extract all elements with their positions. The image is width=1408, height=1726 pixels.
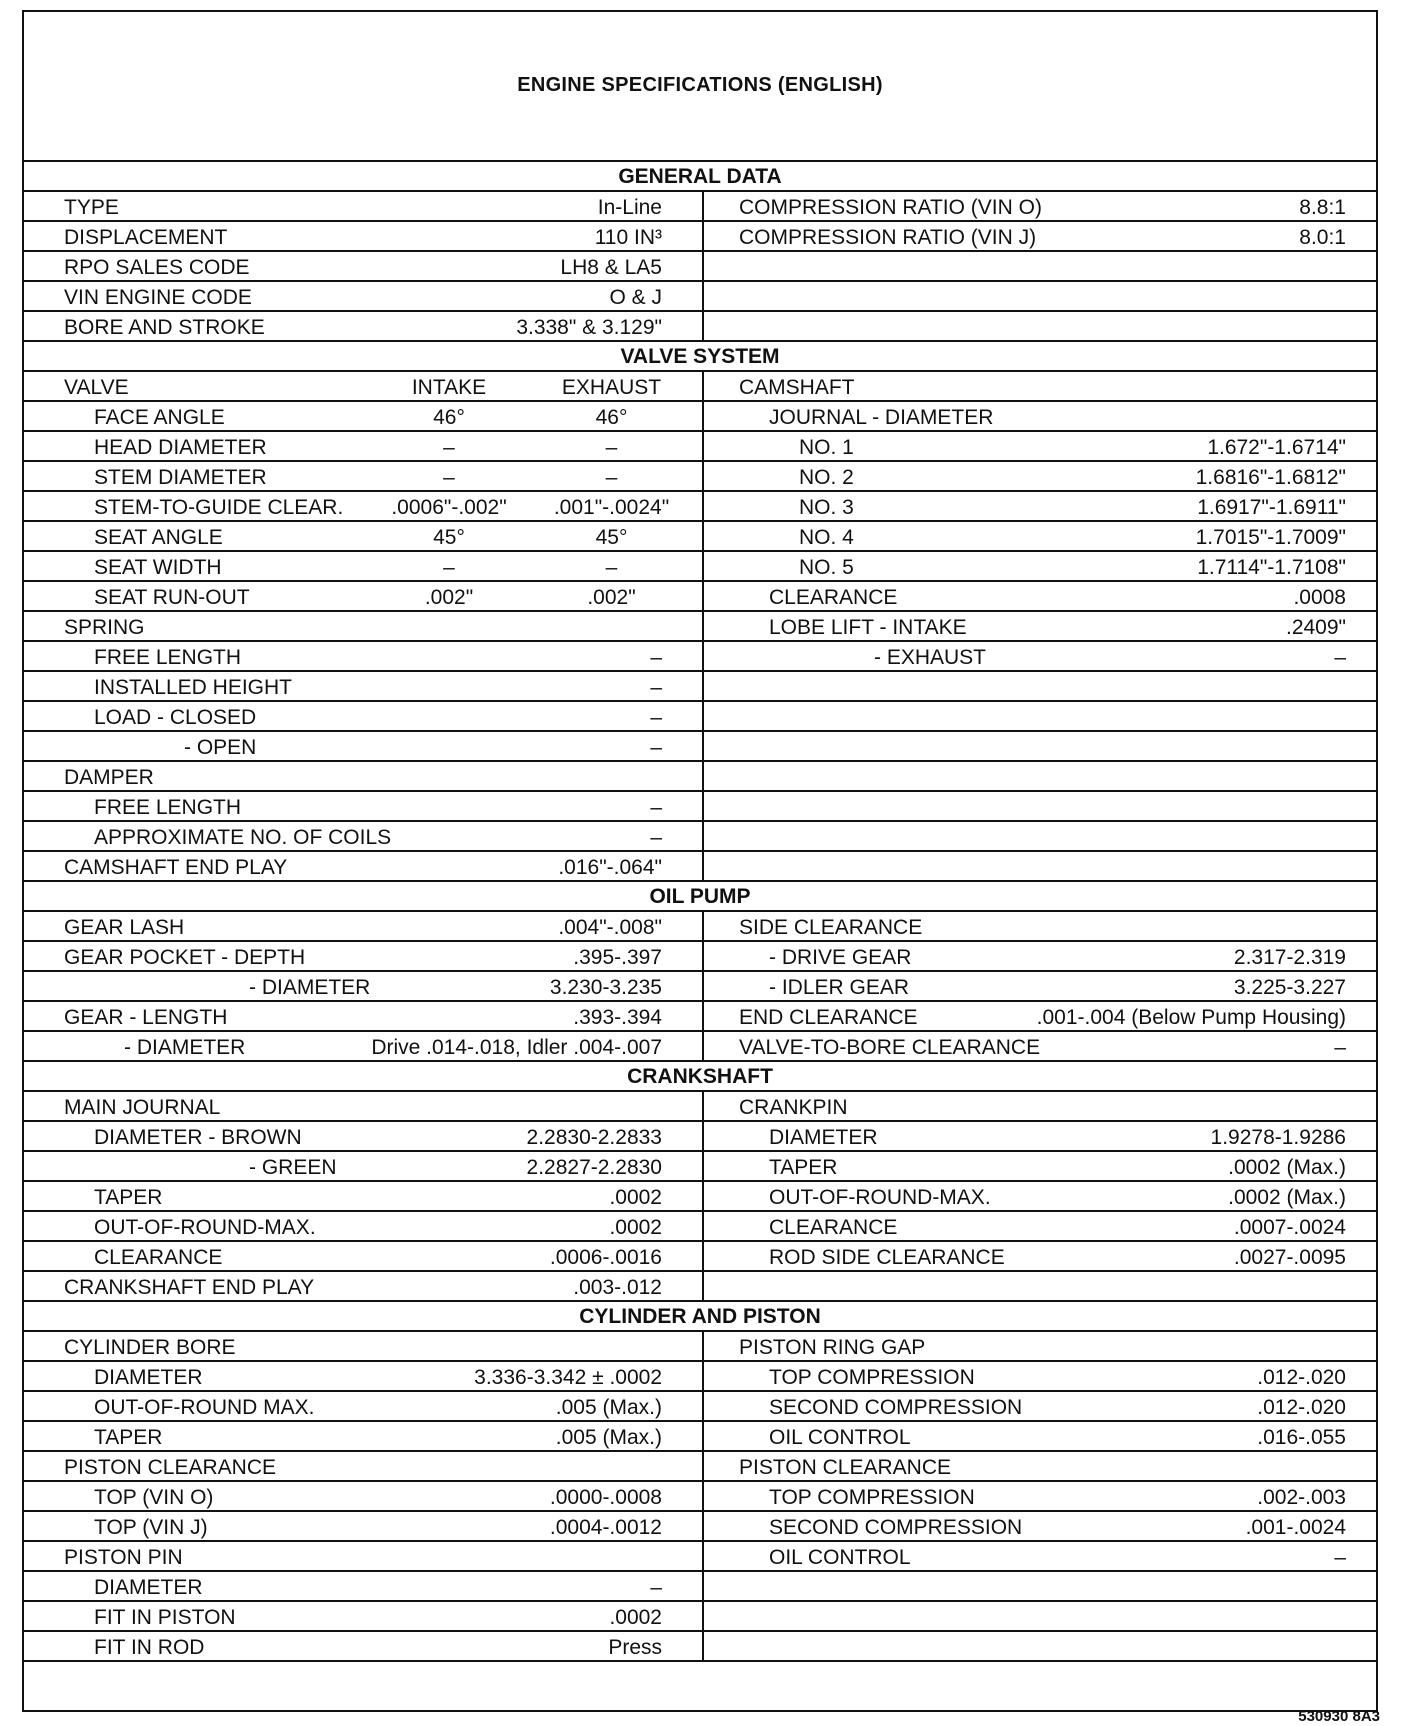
left-cell [24,1242,704,1270]
table-row [24,1512,1376,1542]
right-cell [704,192,1376,220]
spec-label: - OPEN [184,736,257,759]
left-cell [24,852,704,880]
spec-value: .0002 [609,1216,662,1239]
table-row [24,1242,1376,1272]
left-cell [24,1542,704,1570]
spec-label: FIT IN ROD [94,1636,205,1659]
spec-value: .0002 [609,1606,662,1629]
right-cell [704,402,1376,430]
spec-label: SECOND COMPRESSION [769,1516,1023,1539]
left-cell [24,372,704,400]
spec-label: HEAD DIAMETER [94,436,267,459]
table-row [24,312,1376,342]
right-cell [704,1092,1376,1120]
table-row [24,1542,1376,1572]
spec-value: 3.336-3.342 ± .0002 [474,1366,662,1389]
right-cell [704,1482,1376,1510]
right-cell [704,912,1376,940]
spec-label: NO. 4 [799,526,854,549]
right-cell [704,1182,1376,1210]
spec-value: .0002 (Max.) [1228,1186,1346,1209]
spec-value: .0007-.0024 [1233,1216,1346,1239]
spec-label: TYPE [64,196,119,219]
left-cell [24,732,704,760]
table-row [24,1152,1376,1182]
spec-label: TAPER [94,1426,163,1449]
spec-value: – [650,796,662,819]
left-cell [24,972,704,1000]
right-cell [704,792,1376,820]
spec-label: LOBE LIFT - INTAKE [769,616,967,639]
intake-value: .0006"-.002" [391,496,507,519]
spec-label: VALVE [64,376,129,399]
right-cell [704,702,1376,730]
spec-label: APPROXIMATE NO. OF COILS [94,826,392,849]
left-cell [24,1632,704,1660]
left-cell [24,1452,704,1480]
spec-label: - IDLER GEAR [769,976,910,999]
left-cell [24,1212,704,1240]
exhaust-value: 45° [595,526,628,549]
spec-label: RPO SALES CODE [64,256,250,279]
spec-label: - EXHAUST [874,646,987,669]
left-cell [24,1362,704,1390]
spec-label: - DIAMETER [124,1036,246,1059]
spec-label: PISTON CLEARANCE [739,1456,951,1479]
intake-value: – [443,466,455,489]
section-header-cylinder-and-piston: CYLINDER AND PISTON [24,1302,1376,1332]
table-row [24,582,1376,612]
left-cell [24,1182,704,1210]
spec-label: TAPER [94,1186,163,1209]
right-cell [704,822,1376,850]
intake-value: INTAKE [411,376,487,399]
spec-label: OUT-OF-ROUND MAX. [94,1396,315,1419]
spec-label: DIAMETER [769,1126,878,1149]
intake-value: .002" [424,586,474,609]
spec-value: 1.672"-1.6714" [1207,436,1346,459]
spec-label: GEAR - LENGTH [64,1006,228,1029]
spec-value: .012-.020 [1257,1366,1346,1389]
spec-label: DISPLACEMENT [64,226,228,249]
table-row [24,1182,1376,1212]
left-cell [24,702,704,730]
table-row [24,372,1376,402]
spec-label: MAIN JOURNAL [64,1096,221,1119]
spec-value: 1.7015"-1.7009" [1195,526,1346,549]
left-cell [24,222,704,250]
spec-label: DAMPER [64,766,154,789]
spec-value: – [650,646,662,669]
table-row [24,282,1376,312]
spec-value: .001-.0024 [1245,1516,1346,1539]
table-row [24,1092,1376,1122]
intake-value: 45° [433,526,465,549]
table-row [24,1212,1376,1242]
table-row [24,672,1376,702]
spec-label: - GREEN [249,1156,337,1179]
table-row [24,462,1376,492]
spec-value: – [650,706,662,729]
exhaust-value: 46° [595,406,628,429]
right-cell [704,1602,1376,1630]
spec-value: – [650,1576,662,1599]
left-cell [24,1332,704,1360]
left-cell [24,462,704,490]
exhaust-value: – [605,466,618,489]
spec-label: ROD SIDE CLEARANCE [769,1246,1005,1269]
right-cell [704,522,1376,550]
spec-label: STEM DIAMETER [94,466,267,489]
table-row [24,762,1376,792]
spec-value: .0027-.0095 [1233,1246,1346,1269]
right-cell [704,492,1376,520]
spec-value: .0000-.0008 [549,1486,662,1509]
spec-label: OUT-OF-ROUND-MAX. [769,1186,991,1209]
table-row [24,612,1376,642]
spec-value: .393-.394 [573,1006,662,1029]
table-row [24,1392,1376,1422]
spec-label: SPRING [64,616,145,639]
spec-value: 2.317-2.319 [1233,946,1346,969]
right-cell [704,432,1376,460]
spec-value: LH8 & LA5 [560,256,662,279]
spec-value: Press [608,1636,662,1659]
table-row [24,1332,1376,1362]
spec-label: SIDE CLEARANCE [739,916,923,939]
spec-label: NO. 1 [799,436,854,459]
table-row [24,1632,1376,1662]
right-cell [704,642,1376,670]
spec-label: CLEARANCE [94,1246,223,1269]
spec-label: TAPER [769,1156,838,1179]
right-cell [704,972,1376,1000]
spec-label: SEAT ANGLE [94,526,223,549]
spec-label: - DIAMETER [249,976,371,999]
table-row [24,402,1376,432]
table-row [24,1452,1376,1482]
spec-value: .002-.003 [1257,1486,1346,1509]
intake-value: – [443,556,455,579]
left-cell [24,1512,704,1540]
spec-label: CAMSHAFT END PLAY [64,856,288,879]
spec-value: O & J [609,286,662,309]
left-cell [24,432,704,460]
spec-value: 3.230-3.235 [549,976,662,999]
spec-value: .0006-.0016 [549,1246,662,1269]
table-row [24,822,1376,852]
left-cell [24,942,704,970]
left-cell [24,612,704,640]
spec-label: SEAT WIDTH [94,556,222,579]
spec-value: Drive .014-.018, Idler .004-.007 [371,1036,662,1059]
right-cell [704,1512,1376,1540]
right-cell [704,942,1376,970]
right-cell [704,1452,1376,1480]
spec-label: TOP COMPRESSION [769,1486,975,1509]
right-cell [704,852,1376,880]
table-row [24,552,1376,582]
section-header-valve-system: VALVE SYSTEM [24,342,1376,372]
table-row [24,792,1376,822]
right-cell [704,1542,1376,1570]
right-cell [704,1572,1376,1600]
spec-value: .005 (Max.) [555,1426,662,1449]
right-cell [704,1122,1376,1150]
page-title: ENGINE SPECIFICATIONS (ENGLISH) [517,74,883,96]
table-row [24,1572,1376,1602]
spec-label: NO. 2 [799,466,854,489]
spec-value: .003-.012 [573,1276,662,1299]
right-cell [704,612,1376,640]
table-row [24,252,1376,282]
spec-label: LOAD - CLOSED [94,706,257,729]
table-row [24,942,1376,972]
table-row [24,522,1376,552]
spec-label: TOP (VIN O) [94,1486,214,1509]
table-row [24,1032,1376,1062]
spec-label: END CLEARANCE [739,1006,918,1029]
spec-value: 110 IN³ [594,226,662,249]
spec-label: SEAT RUN-OUT [94,586,250,609]
spec-value: .0004-.0012 [549,1516,662,1539]
right-cell [704,312,1376,340]
left-cell [24,1392,704,1420]
spec-label: PISTON RING GAP [739,1336,926,1359]
spec-label: CRANKSHAFT END PLAY [64,1276,315,1299]
spec-label: JOURNAL - DIAMETER [769,406,994,429]
spec-label: TOP COMPRESSION [769,1366,975,1389]
table-row [24,1602,1376,1632]
right-cell [704,732,1376,760]
spec-label: SECOND COMPRESSION [769,1396,1023,1419]
left-cell [24,642,704,670]
right-cell [704,762,1376,790]
spec-label: STEM-TO-GUIDE CLEAR. [94,496,344,519]
left-cell [24,1482,704,1510]
spec-value: – [650,826,662,849]
right-cell [704,462,1376,490]
right-cell [704,1002,1376,1030]
spec-label: DIAMETER [94,1576,203,1599]
blank-footer-row [24,1662,1376,1702]
table-row [24,1122,1376,1152]
spec-label: CLEARANCE [769,1216,898,1239]
right-cell [704,252,1376,280]
right-cell [704,222,1376,250]
spec-label: BORE AND STROKE [64,316,265,339]
right-cell [704,1032,1376,1060]
section-header-general-data: GENERAL DATA [24,162,1376,192]
spec-label: CAMSHAFT [739,376,855,399]
table-row [24,1422,1376,1452]
right-cell [704,1272,1376,1300]
spec-value: .2409" [1285,616,1346,639]
table-row [24,432,1376,462]
table-row [24,1482,1376,1512]
spec-sheet [22,10,1378,1712]
left-cell [24,1602,704,1630]
spec-label: VALVE-TO-BORE CLEARANCE [739,1036,1041,1059]
right-cell [704,1152,1376,1180]
table-row [24,222,1376,252]
table-row [24,642,1376,672]
table-row [24,492,1376,522]
spec-value: – [1334,1546,1346,1569]
spec-label: PISTON PIN [64,1546,183,1569]
section-header-crankshaft: CRANKSHAFT [24,1062,1376,1092]
spec-label: GEAR LASH [64,916,185,939]
spec-value: 1.7114"-1.7108" [1197,556,1346,579]
exhaust-value: – [605,556,618,579]
spec-value: .012-.020 [1257,1396,1346,1419]
left-cell [24,1122,704,1150]
spec-label: INSTALLED HEIGHT [94,676,292,699]
section-header-oil-pump: OIL PUMP [24,882,1376,912]
spec-label: FREE LENGTH [94,796,242,819]
spec-value: 8.0:1 [1299,226,1346,249]
spec-label: COMPRESSION RATIO (VIN O) [739,196,1042,219]
table-row [24,912,1376,942]
table-row [24,702,1376,732]
spec-value: 3.225-3.227 [1233,976,1346,999]
spec-label: COMPRESSION RATIO (VIN J) [739,226,1037,249]
right-cell [704,1392,1376,1420]
left-cell [24,1152,704,1180]
left-cell [24,1092,704,1120]
right-cell [704,1362,1376,1390]
spec-table [24,160,1376,1702]
exhaust-value: .002" [587,586,636,609]
table-row [24,732,1376,762]
left-cell [24,492,704,520]
spec-label: OIL CONTROL [769,1426,911,1449]
spec-label: DIAMETER [94,1366,203,1389]
left-cell [24,582,704,610]
spec-value: – [650,736,662,759]
table-row [24,1002,1376,1032]
table-row [24,1272,1376,1302]
spec-value: .004"-.008" [558,916,662,939]
spec-value: 2.2830-2.2833 [526,1126,662,1149]
spec-value: .0002 [609,1186,662,1209]
spec-label: CYLINDER BORE [64,1336,236,1359]
spec-value: .395-.397 [573,946,662,969]
spec-value: 1.6917"-1.6911" [1197,496,1346,519]
left-cell [24,912,704,940]
spec-label: FIT IN PISTON [94,1606,236,1629]
table-row [24,1362,1376,1392]
left-cell [24,522,704,550]
table-row [24,852,1376,882]
spec-value: 8.8:1 [1299,196,1346,219]
left-cell [24,252,704,280]
spec-value: – [1334,646,1346,669]
left-cell [24,1422,704,1450]
spec-label: FACE ANGLE [94,406,225,429]
left-cell [24,792,704,820]
spec-label: NO. 3 [799,496,854,519]
figure-code: 530930 8A3 [1298,1708,1380,1725]
spec-value: 1.9278-1.9286 [1210,1126,1346,1149]
spec-label: PISTON CLEARANCE [64,1456,276,1479]
left-cell [24,402,704,430]
right-cell [704,582,1376,610]
right-cell [704,1422,1376,1450]
spec-value: – [1334,1036,1346,1059]
intake-value: 46° [433,406,465,429]
spec-label: - DRIVE GEAR [769,946,912,969]
right-cell [704,1332,1376,1360]
spec-label: DIAMETER - BROWN [94,1126,302,1149]
spec-value: 2.2827-2.2830 [526,1156,662,1179]
spec-value: .001-.004 (Below Pump Housing) [1036,1006,1346,1029]
spec-label: GEAR POCKET - DEPTH [64,946,306,969]
table-row [24,972,1376,1002]
table-row [24,192,1376,222]
left-cell [24,672,704,700]
left-cell [24,312,704,340]
spec-label: OUT-OF-ROUND-MAX. [94,1216,316,1239]
exhaust-value: – [605,436,618,459]
left-cell [24,282,704,310]
right-cell [704,1212,1376,1240]
spec-value: .0008 [1293,586,1346,609]
left-cell [24,762,704,790]
right-cell [704,282,1376,310]
spec-value: .005 (Max.) [555,1396,662,1419]
spec-label: OIL CONTROL [769,1546,911,1569]
intake-value: – [443,436,455,459]
right-cell [704,1632,1376,1660]
spec-value: 1.6816"-1.6812" [1195,466,1346,489]
spec-value: .016"-.064" [558,856,662,879]
spec-label: CRANKPIN [739,1096,848,1119]
exhaust-value: .001"-.0024" [553,496,670,519]
right-cell [704,1242,1376,1270]
spec-label: NO. 5 [799,556,854,579]
spec-value: In-Line [597,196,662,219]
spec-value: 3.338" & 3.129" [516,316,662,339]
spec-value: .016-.055 [1257,1426,1346,1449]
spec-label: TOP (VIN J) [94,1516,208,1539]
left-cell [24,1002,704,1030]
left-cell [24,822,704,850]
left-cell [24,192,704,220]
right-cell [704,372,1376,400]
left-cell [24,552,704,580]
spec-label: VIN ENGINE CODE [64,286,252,309]
spec-value: – [650,676,662,699]
exhaust-value: EXHAUST [561,376,662,399]
spec-label: FREE LENGTH [94,646,242,669]
right-cell [704,672,1376,700]
left-cell [24,1032,704,1060]
spec-label: CLEARANCE [769,586,898,609]
left-cell [24,1272,704,1300]
right-cell [704,552,1376,580]
left-cell [24,1572,704,1600]
spec-value: .0002 (Max.) [1228,1156,1346,1179]
